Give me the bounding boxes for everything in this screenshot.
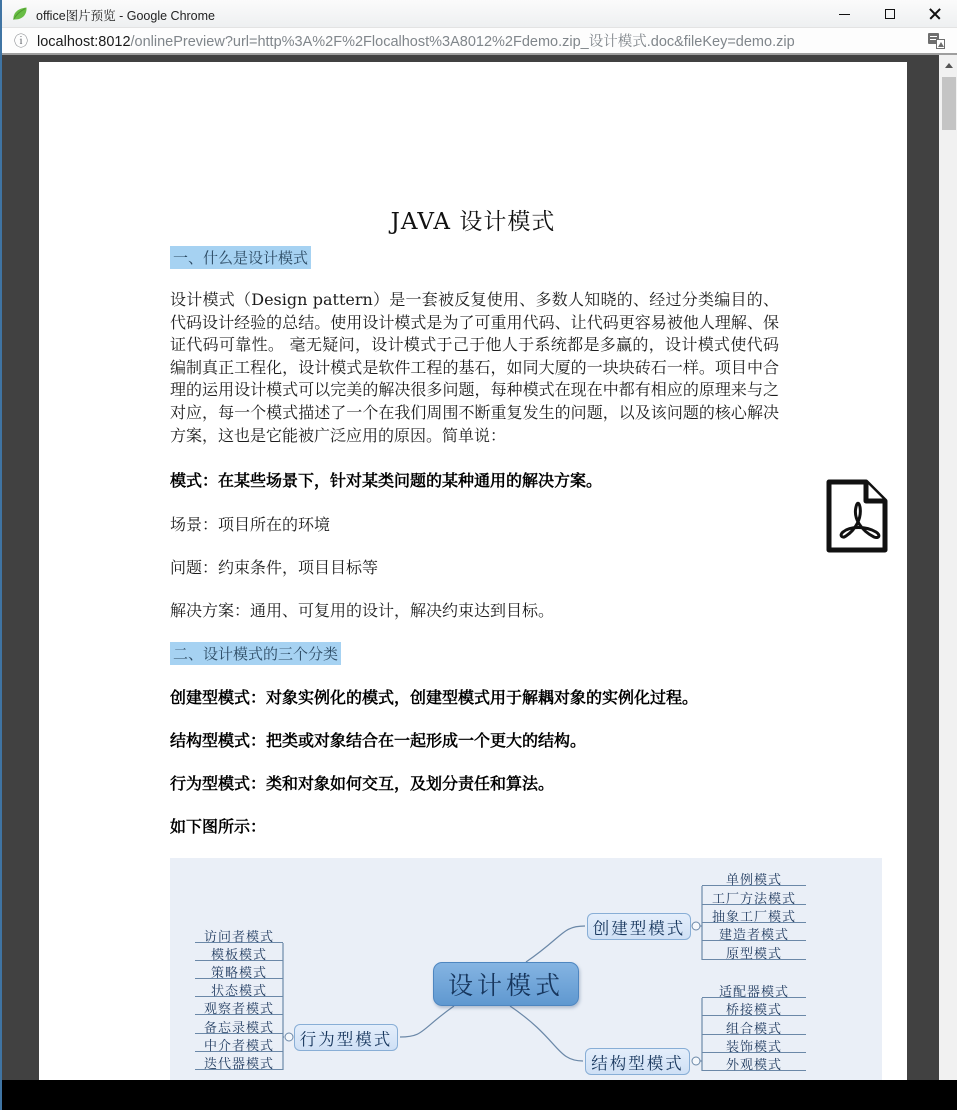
minimize-icon	[839, 14, 850, 15]
mindmap-leaf: 适配器模式	[702, 981, 806, 998]
intro-paragraph: 设计模式（Design pattern）是一套被反复使用、多数人知晓的、经过分类编目的、代码设计经验的总结。使用设计模式是为了可重用代码、让代码更容易被他人理解、保证代码可靠性。 毫无疑问，设计模式于己于他人于系统都是多赢的，设计模式使代码编制真正工程化，设计模式是软件工程的基石，如同大厦的一块块砖石一样。项目中合理的运用设计模式可以完美的解决很多问题，每种模式在现在中都有相应的原理来与之对应，每一个模式描述了一个在我们周围不断重复发生的问题，以及该问题的核心解决方案，这也是它能被广泛应用的原因。简单说：	[170, 290, 779, 445]
design-patterns-mindmap-image	[170, 858, 882, 1080]
structural-line: 结构型模式：把类或对象结合在一起形成一个更大的结构。	[170, 731, 587, 750]
mindmap-branch-structural: 结构型模式	[585, 1048, 690, 1075]
creational-line: 创建型模式：对象实例化的模式，创建型模式用于解耦对象的实例化过程。	[170, 688, 699, 707]
url-input[interactable]	[37, 30, 928, 51]
spring-leaf-icon	[12, 6, 28, 22]
section-heading-1: 一、什么是设计模式	[170, 246, 311, 269]
mindmap-branch-creational: 创建型模式	[587, 913, 691, 940]
close-icon	[929, 8, 941, 20]
translate-icon[interactable]	[928, 33, 945, 49]
mindmap-leaf: 模板模式	[195, 944, 283, 961]
mindmap-leaf: 访问者模式	[195, 926, 283, 943]
mindmap-leaf: 状态模式	[195, 980, 283, 997]
mindmap-leaf: 观察者模式	[195, 998, 283, 1015]
title-bar	[2, 0, 957, 28]
document-title: JAVA 设计模式	[390, 209, 556, 235]
solution-line: 解决方案：通用、可复用的设计，解决约束达到目标。	[170, 601, 555, 620]
maximize-button[interactable]	[867, 0, 912, 28]
mindmap-leaf: 装饰模式	[702, 1036, 806, 1053]
page-info-icon[interactable]: ⓘ	[14, 32, 28, 49]
vertical-scrollbar[interactable]	[939, 55, 957, 1080]
scroll-up-icon[interactable]	[945, 63, 953, 68]
mindmap-leaf: 工厂方法模式	[702, 888, 806, 905]
window-controls	[822, 0, 957, 28]
mindmap-leaf: 桥接模式	[702, 999, 806, 1016]
behavioral-line: 行为型模式：类和对象如何交互，及划分责任和算法。	[170, 774, 555, 793]
mindmap-leaf: 建造者模式	[702, 924, 806, 941]
figure-caption-line: 如下图所示：	[170, 817, 267, 836]
mindmap-leaf: 中介者模式	[195, 1035, 283, 1052]
url-path: /onlinePreview?url=http%3A%2F%2Flocalhost%3A8012%2Fdemo.zip_设计模式.doc&fileKey=demo.zip	[130, 34, 795, 50]
url-host: localhost:8012	[37, 34, 131, 50]
pdf-preview-button[interactable]	[824, 477, 890, 555]
bottom-black-bar	[2, 1080, 957, 1110]
mindmap-leaf: 原型模式	[702, 943, 806, 960]
mindmap-leaf: 外观模式	[702, 1054, 806, 1071]
scrollbar-thumb[interactable]	[942, 77, 956, 130]
maximize-icon	[885, 9, 895, 19]
scene-line: 场景：项目所在的环境	[170, 515, 331, 534]
address-bar[interactable]	[2, 28, 957, 55]
preview-content-area	[2, 55, 957, 1080]
mindmap-leaf: 抽象工厂模式	[702, 906, 806, 923]
pattern-definition-line: 模式：在某些场景下，针对某类问题的某种通用的解决方案。	[170, 471, 603, 490]
mindmap-leaf: 迭代器模式	[195, 1053, 283, 1070]
problem-line: 问题：约束条件，项目目标等	[170, 558, 379, 577]
mindmap-branch-behavioral: 行为型模式	[294, 1024, 398, 1051]
section-heading-2: 二、设计模式的三个分类	[170, 642, 341, 665]
mindmap-root-node: 设计模式	[433, 962, 579, 1006]
mindmap-leaf: 策略模式	[195, 962, 283, 979]
mindmap-leaf: 组合模式	[702, 1018, 806, 1035]
window-title: office图片预览 - Google Chrome	[36, 9, 215, 23]
pdf-icon	[824, 477, 890, 555]
minimize-button[interactable]	[822, 0, 867, 28]
document-page	[39, 62, 907, 1080]
mindmap-leaf: 备忘录模式	[195, 1017, 283, 1034]
mindmap-leaf: 单例模式	[702, 869, 806, 886]
close-button[interactable]	[912, 0, 957, 28]
